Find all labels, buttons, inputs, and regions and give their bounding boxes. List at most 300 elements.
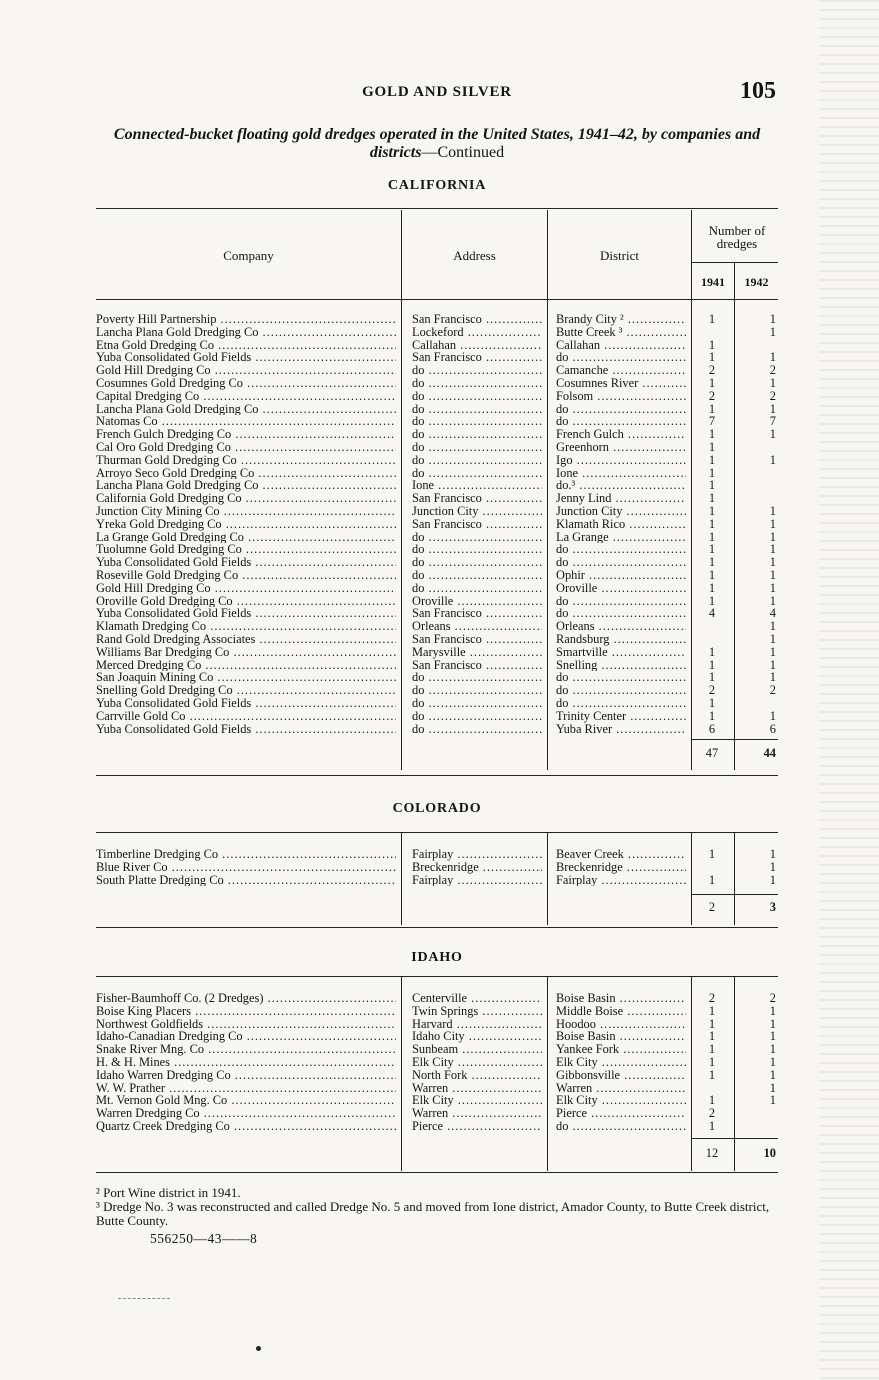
- count-1941-cell: 1: [708, 338, 716, 352]
- district-cell: Middle Boise .....: [556, 1005, 686, 1018]
- district-cell: do.³ .....: [556, 479, 686, 492]
- count-1941-cell: 1: [708, 428, 716, 441]
- table-row: [96, 518, 778, 531]
- company-cell: H. & H. Mines .....: [96, 1056, 396, 1069]
- table-row: [96, 1005, 778, 1018]
- count-1942-cell: 1: [769, 325, 776, 339]
- address-cell: Ione .....: [412, 479, 542, 492]
- district-cell: Hoodoo .....: [556, 1018, 686, 1031]
- company-cell: French Gulch Dredging Co .....: [96, 428, 396, 441]
- district-cell: Randsburg .....: [556, 633, 686, 646]
- district-cell: Folsom .....: [556, 390, 686, 403]
- table-row: [96, 326, 778, 339]
- count-1941-cell: 1: [708, 645, 716, 659]
- address-cell: San Francisco .....: [412, 492, 542, 505]
- running-head: [96, 80, 778, 106]
- address-cell: do .....: [412, 543, 542, 556]
- address-cell: San Francisco .....: [412, 607, 542, 620]
- company-cell: California Gold Dredging Co .....: [96, 492, 396, 505]
- address-cell: Oroville .....: [412, 595, 542, 608]
- address-cell: San Francisco .....: [412, 313, 542, 326]
- address-cell: do .....: [412, 428, 542, 441]
- count-1942-cell: 1: [769, 1081, 776, 1095]
- colorado-bottom-rule: [96, 927, 778, 928]
- address-cell: do .....: [412, 582, 542, 595]
- district-cell: Breckenridge .....: [556, 861, 686, 874]
- district-cell: do .....: [556, 697, 686, 710]
- caption-italic: Connected-bucket floating gold dredges operated in the United States, 1941–42, by companies and districts: [113, 126, 761, 161]
- address-cell: do .....: [412, 415, 542, 428]
- district-cell: Klamath Rico .....: [556, 518, 686, 531]
- company-cell: Mt. Vernon Gold Mng. Co .....: [96, 1094, 396, 1107]
- company-cell: Yuba Consolidated Gold Fields .....: [96, 607, 396, 620]
- district-cell: do .....: [556, 1120, 686, 1133]
- company-cell: Fisher-Baumhoff Co. (2 Dredges) .....: [96, 992, 396, 1005]
- company-cell: Warren Dredging Co .....: [96, 1107, 396, 1120]
- count-1941-cell: 1: [708, 873, 716, 887]
- district-cell: Warren .....: [556, 1082, 686, 1095]
- address-cell: Lockeford .....: [412, 326, 542, 339]
- table-row: [96, 1056, 778, 1069]
- table-row: [96, 620, 778, 633]
- address-cell: Pierce .....: [412, 1120, 542, 1133]
- table-row: [96, 569, 778, 582]
- district-cell: Elk City .....: [556, 1056, 686, 1069]
- idaho-total-1941: 12: [705, 1146, 719, 1160]
- subheader-rule: [692, 262, 778, 263]
- company-cell: Snelling Gold Dredging Co .....: [96, 684, 396, 697]
- table-row: [96, 1107, 778, 1120]
- table-row: [96, 848, 778, 861]
- count-1942-cell: 2: [769, 992, 776, 1005]
- address-cell: San Francisco .....: [412, 659, 542, 672]
- company-cell: Boise King Placers .....: [96, 1005, 396, 1018]
- table-row: [96, 723, 778, 736]
- table-row: [96, 697, 778, 710]
- table-row: [96, 556, 778, 569]
- address-cell: do .....: [412, 531, 542, 544]
- district-cell: do .....: [556, 556, 686, 569]
- colorado-total-rule: [692, 894, 778, 895]
- table-row: [96, 479, 778, 492]
- footnotes: [96, 1186, 786, 1228]
- company-cell: Snake River Mng. Co .....: [96, 1043, 396, 1056]
- address-cell: Twin Springs .....: [412, 1005, 542, 1018]
- district-cell: Oroville .....: [556, 582, 686, 595]
- count-1941-cell: 1: [708, 1004, 716, 1018]
- company-cell: Quartz Creek Dredging Co .....: [96, 1120, 396, 1133]
- table-row: [96, 1120, 778, 1133]
- count-1941-cell: 1: [708, 1094, 716, 1108]
- district-cell: Cosumnes River .....: [556, 377, 686, 390]
- count-1941-cell: 1: [708, 658, 716, 672]
- company-cell: Poverty Hill Partnership .....: [96, 313, 396, 326]
- count-1941-cell: 1: [708, 313, 716, 326]
- company-cell: Idaho-Canadian Dredging Co .....: [96, 1030, 396, 1043]
- table-row: [96, 1018, 778, 1031]
- company-cell: Yuba Consolidated Gold Fields .....: [96, 697, 396, 710]
- address-cell: Warren .....: [412, 1082, 542, 1095]
- count-1942-cell: 1: [769, 709, 776, 723]
- count-1942-cell: 1: [769, 1030, 776, 1044]
- count-1941-cell: 1: [708, 1043, 716, 1056]
- district-cell: Camanche .....: [556, 364, 686, 377]
- table-row: [96, 364, 778, 377]
- company-cell: W. W. Prather .....: [96, 1082, 396, 1095]
- table-row: [96, 531, 778, 544]
- count-1942-cell: 1: [769, 873, 776, 887]
- count-1941-cell: 1: [708, 530, 716, 544]
- count-1941-cell: 1: [708, 1068, 716, 1082]
- company-cell: Lancha Plana Gold Dredging Co .....: [96, 479, 396, 492]
- address-cell: Breckenridge .....: [412, 861, 542, 874]
- company-cell: Natomas Co .....: [96, 415, 396, 428]
- address-cell: do .....: [412, 710, 542, 723]
- address-cell: San Francisco .....: [412, 633, 542, 646]
- table-row: [96, 1082, 778, 1095]
- count-1942-cell: 1: [769, 504, 776, 518]
- idaho-total-row: [96, 1146, 778, 1160]
- count-1941-cell: 1: [708, 402, 716, 416]
- company-cell: Thurman Gold Dredging Co .....: [96, 454, 396, 467]
- count-1941-cell: 4: [708, 607, 716, 621]
- count-1941-cell: 1: [708, 479, 716, 493]
- table-row: [96, 441, 778, 454]
- address-cell: do .....: [412, 569, 542, 582]
- table-row: [96, 467, 778, 480]
- table-caption: [96, 126, 778, 162]
- address-cell: Callahan .....: [412, 339, 542, 352]
- table-row: [96, 390, 778, 403]
- table-row: [96, 543, 778, 556]
- company-cell: Cal Oro Gold Dredging Co .....: [96, 441, 396, 454]
- header-bottom-rule: [96, 299, 778, 300]
- district-cell: Igo .....: [556, 454, 686, 467]
- table-row: [96, 377, 778, 390]
- header-number-of-dredges: Number of dredges: [708, 223, 766, 251]
- table-row: [96, 454, 778, 467]
- district-cell: French Gulch .....: [556, 428, 686, 441]
- decorative-dash: [118, 1298, 170, 1299]
- count-1942-cell: 2: [769, 364, 776, 377]
- district-cell: La Grange .....: [556, 531, 686, 544]
- count-1942-cell: 6: [769, 722, 776, 736]
- count-1941-cell: 2: [708, 992, 716, 1005]
- section-heading-colorado: COLORADO: [392, 801, 482, 816]
- district-cell: Smartville .....: [556, 646, 686, 659]
- count-1942-cell: 1: [769, 632, 776, 646]
- footnote-2: ² Port Wine district in 1941.: [96, 1185, 241, 1200]
- count-1942-cell: 1: [769, 658, 776, 672]
- table-row: [96, 874, 778, 887]
- count-1942-cell: 1: [769, 351, 776, 365]
- company-cell: Merced Dredging Co .....: [96, 659, 396, 672]
- count-1942-cell: 1: [769, 543, 776, 557]
- district-cell: do .....: [556, 607, 686, 620]
- count-1941-cell: 2: [708, 1107, 716, 1120]
- company-cell: Yuba Consolidated Gold Fields .....: [96, 351, 396, 364]
- table-row: [96, 710, 778, 723]
- count-1941-cell: 7: [708, 415, 716, 429]
- colorado-top-rule: [96, 832, 778, 833]
- count-1941-cell: 1: [708, 351, 716, 365]
- count-1942-cell: 4: [769, 607, 776, 621]
- header-1941: 1941: [701, 275, 725, 289]
- count-1942-cell: 1: [769, 428, 776, 441]
- count-1942-cell: 1: [769, 594, 776, 608]
- count-1942-cell: 1: [769, 581, 776, 595]
- header-district: District: [600, 248, 639, 263]
- count-1942-cell: 1: [769, 1055, 776, 1069]
- header-1942: 1942: [744, 275, 769, 289]
- footnote-3: ³ Dredge No. 3 was reconstructed and called Dredge No. 5 and moved from Ione district, Amador County, to Butte Creek district, Butte County.: [96, 1199, 770, 1228]
- table-row: [96, 351, 778, 364]
- section-heading-idaho: IDAHO: [411, 950, 463, 965]
- count-1942-cell: 1: [769, 1017, 776, 1031]
- count-1942-cell: 1: [769, 848, 776, 861]
- address-cell: Junction City .....: [412, 505, 542, 518]
- header-company: Company: [223, 248, 274, 263]
- district-cell: do .....: [556, 351, 686, 364]
- colorado-total-row: [96, 900, 778, 914]
- count-1941-cell: 1: [708, 696, 716, 710]
- count-1942-cell: 2: [769, 389, 776, 403]
- count-1942-cell: 1: [769, 645, 776, 659]
- district-cell: Greenhorn .....: [556, 441, 686, 454]
- page-number: 105: [740, 78, 776, 104]
- company-cell: Cosumnes Gold Dredging Co .....: [96, 377, 396, 390]
- district-cell: Boise Basin .....: [556, 992, 686, 1005]
- count-1941-cell: 1: [708, 376, 716, 390]
- district-cell: Elk City .....: [556, 1094, 686, 1107]
- company-cell: Etna Gold Dredging Co .....: [96, 339, 396, 352]
- company-cell: Williams Bar Dredging Co .....: [96, 646, 396, 659]
- count-1941-cell: 2: [708, 684, 716, 697]
- district-cell: Ione .....: [556, 467, 686, 480]
- ink-dot: [256, 1346, 261, 1351]
- count-1941-cell: 1: [708, 671, 716, 685]
- district-cell: Jenny Lind .....: [556, 492, 686, 505]
- table-row: [96, 607, 778, 620]
- district-cell: Gibbonsville .....: [556, 1069, 686, 1082]
- count-1941-cell: 1: [708, 556, 716, 569]
- california-total-1941: 47: [705, 746, 719, 760]
- count-1942-cell: 1: [769, 376, 776, 390]
- address-cell: Warren .....: [412, 1107, 542, 1120]
- address-cell: do .....: [412, 697, 542, 710]
- count-1941-cell: 2: [708, 364, 716, 377]
- section-heading-california: CALIFORNIA: [387, 178, 487, 193]
- district-cell: Ophir .....: [556, 569, 686, 582]
- count-1942-cell: 1: [769, 453, 776, 467]
- count-1941-cell: 1: [708, 1030, 716, 1044]
- district-cell: do .....: [556, 403, 686, 416]
- count-1941-cell: 1: [708, 453, 716, 467]
- address-cell: Fairplay .....: [412, 874, 542, 887]
- page-edge-texture: [819, 0, 879, 1380]
- address-cell: do .....: [412, 441, 542, 454]
- california-total-row: [96, 746, 778, 760]
- count-1941-cell: 1: [708, 466, 716, 480]
- address-cell: Harvard .....: [412, 1018, 542, 1031]
- count-1942-cell: 1: [769, 671, 776, 685]
- district-cell: Yuba River .....: [556, 723, 686, 736]
- table-row: [96, 595, 778, 608]
- address-cell: Idaho City .....: [412, 1030, 542, 1043]
- colorado-rows: [96, 848, 778, 886]
- count-1942-cell: 2: [769, 684, 776, 697]
- company-cell: Capital Dredging Co .....: [96, 390, 396, 403]
- district-cell: Brandy City ² .....: [556, 313, 686, 326]
- california-bottom-rule: [96, 775, 778, 776]
- company-cell: San Joaquin Mining Co .....: [96, 671, 396, 684]
- california-total-1942: 44: [763, 746, 776, 760]
- address-cell: do .....: [412, 556, 542, 569]
- address-cell: Marysville .....: [412, 646, 542, 659]
- count-1941-cell: 2: [708, 389, 716, 403]
- company-cell: Roseville Gold Dredging Co .....: [96, 569, 396, 582]
- count-1942-cell: 1: [769, 1068, 776, 1082]
- table-row: [96, 505, 778, 518]
- idaho-total-rule: [692, 1138, 778, 1139]
- table-row: [96, 313, 778, 326]
- company-cell: Tuolumne Gold Dredging Co .....: [96, 543, 396, 556]
- table-row: [96, 1069, 778, 1082]
- company-cell: Timberline Dredging Co .....: [96, 848, 396, 861]
- count-1941-cell: 1: [708, 1055, 716, 1069]
- address-cell: do .....: [412, 671, 542, 684]
- table-row: [96, 415, 778, 428]
- address-cell: San Francisco .....: [412, 518, 542, 531]
- count-1942-cell: 1: [769, 530, 776, 544]
- count-1942-cell: 1: [769, 568, 776, 582]
- company-cell: South Platte Dredging Co .....: [96, 874, 396, 887]
- address-cell: Elk City .....: [412, 1094, 542, 1107]
- count-1942-cell: 7: [769, 415, 776, 429]
- count-1942-cell: 1: [769, 1043, 776, 1056]
- count-1942-cell: 1: [769, 620, 776, 633]
- address-cell: Orleans .....: [412, 620, 542, 633]
- address-cell: do .....: [412, 467, 542, 480]
- idaho-bottom-rule: [96, 1172, 778, 1173]
- address-cell: San Francisco .....: [412, 351, 542, 364]
- district-cell: Yankee Fork .....: [556, 1043, 686, 1056]
- table-row: [96, 861, 778, 874]
- company-cell: Idaho Warren Dredging Co .....: [96, 1069, 396, 1082]
- address-cell: Centerville .....: [412, 992, 542, 1005]
- count-1942-cell: 1: [769, 313, 776, 326]
- district-cell: do .....: [556, 684, 686, 697]
- count-1941-cell: 1: [708, 504, 716, 518]
- company-cell: Northwest Goldfields .....: [96, 1018, 396, 1031]
- count-1941-cell: 6: [708, 722, 716, 736]
- running-title: GOLD AND SILVER: [362, 84, 512, 100]
- count-1941-cell: 1: [708, 848, 716, 861]
- address-cell: do .....: [412, 723, 542, 736]
- table-row: [96, 1043, 778, 1056]
- company-cell: Junction City Mining Co .....: [96, 505, 396, 518]
- company-cell: Gold Hill Dredging Co .....: [96, 364, 396, 377]
- count-1942-cell: 1: [769, 1094, 776, 1108]
- company-cell: La Grange Gold Dredging Co .....: [96, 531, 396, 544]
- address-cell: Elk City .....: [412, 1056, 542, 1069]
- district-cell: do .....: [556, 415, 686, 428]
- company-cell: Arroyo Seco Gold Dredging Co .....: [96, 467, 396, 480]
- company-cell: Blue River Co .....: [96, 861, 396, 874]
- district-cell: Callahan .....: [556, 339, 686, 352]
- district-cell: Boise Basin .....: [556, 1030, 686, 1043]
- header-address: Address: [453, 248, 496, 263]
- count-1941-cell: 1: [708, 568, 716, 582]
- district-cell: Beaver Creek .....: [556, 848, 686, 861]
- table-row: [96, 659, 778, 672]
- idaho-top-rule: [96, 976, 778, 977]
- district-cell: do .....: [556, 543, 686, 556]
- table-row: [96, 684, 778, 697]
- table-row: [96, 633, 778, 646]
- company-cell: Yuba Consolidated Gold Fields .....: [96, 556, 396, 569]
- colorado-total-1942: 3: [769, 900, 776, 914]
- table-row: [96, 1030, 778, 1043]
- address-cell: do .....: [412, 377, 542, 390]
- district-cell: do .....: [556, 595, 686, 608]
- california-total-rule: [692, 739, 778, 740]
- count-1942-cell: 1: [769, 556, 776, 569]
- district-cell: Snelling .....: [556, 659, 686, 672]
- count-1941-cell: 1: [708, 594, 716, 608]
- district-cell: Pierce .....: [556, 1107, 686, 1120]
- count-1942-cell: 1: [769, 402, 776, 416]
- address-cell: Sunbeam .....: [412, 1043, 542, 1056]
- count-1941-cell: 1: [708, 1119, 716, 1133]
- count-1941-cell: 1: [708, 1017, 716, 1031]
- table-row: [96, 671, 778, 684]
- california-rows: [96, 313, 778, 735]
- district-cell: Orleans .....: [556, 620, 686, 633]
- count-1941-cell: 1: [708, 517, 716, 531]
- count-1941-cell: 1: [708, 440, 716, 454]
- count-1942-cell: 1: [769, 517, 776, 531]
- company-cell: Yuba Consolidated Gold Fields .....: [96, 723, 396, 736]
- caption-continued: —Continued: [421, 144, 505, 161]
- company-cell: Klamath Dredging Co .....: [96, 620, 396, 633]
- company-cell: Gold Hill Dredging Co .....: [96, 582, 396, 595]
- count-1942-cell: 1: [769, 1004, 776, 1018]
- count-1941-cell: 1: [708, 581, 716, 595]
- address-cell: do .....: [412, 403, 542, 416]
- table-top-rule: [96, 208, 778, 209]
- table-row: [96, 1094, 778, 1107]
- company-cell: Yreka Gold Dredging Co .....: [96, 518, 396, 531]
- count-1941-cell: 1: [708, 543, 716, 557]
- colorado-total-1941: 2: [708, 900, 716, 914]
- address-cell: do .....: [412, 390, 542, 403]
- count-1941-cell: 1: [708, 492, 716, 505]
- table-row: [96, 582, 778, 595]
- table-row: [96, 339, 778, 352]
- address-cell: do .....: [412, 454, 542, 467]
- district-cell: Junction City .....: [556, 505, 686, 518]
- address-cell: do .....: [412, 684, 542, 697]
- table-row: [96, 492, 778, 505]
- print-code: 556250—43——8: [150, 1231, 258, 1246]
- district-cell: do .....: [556, 671, 686, 684]
- table-row: [96, 428, 778, 441]
- count-1942-cell: 1: [769, 860, 776, 874]
- address-cell: do .....: [412, 364, 542, 377]
- table-row: [96, 403, 778, 416]
- company-cell: Lancha Plana Gold Dredging Co .....: [96, 326, 396, 339]
